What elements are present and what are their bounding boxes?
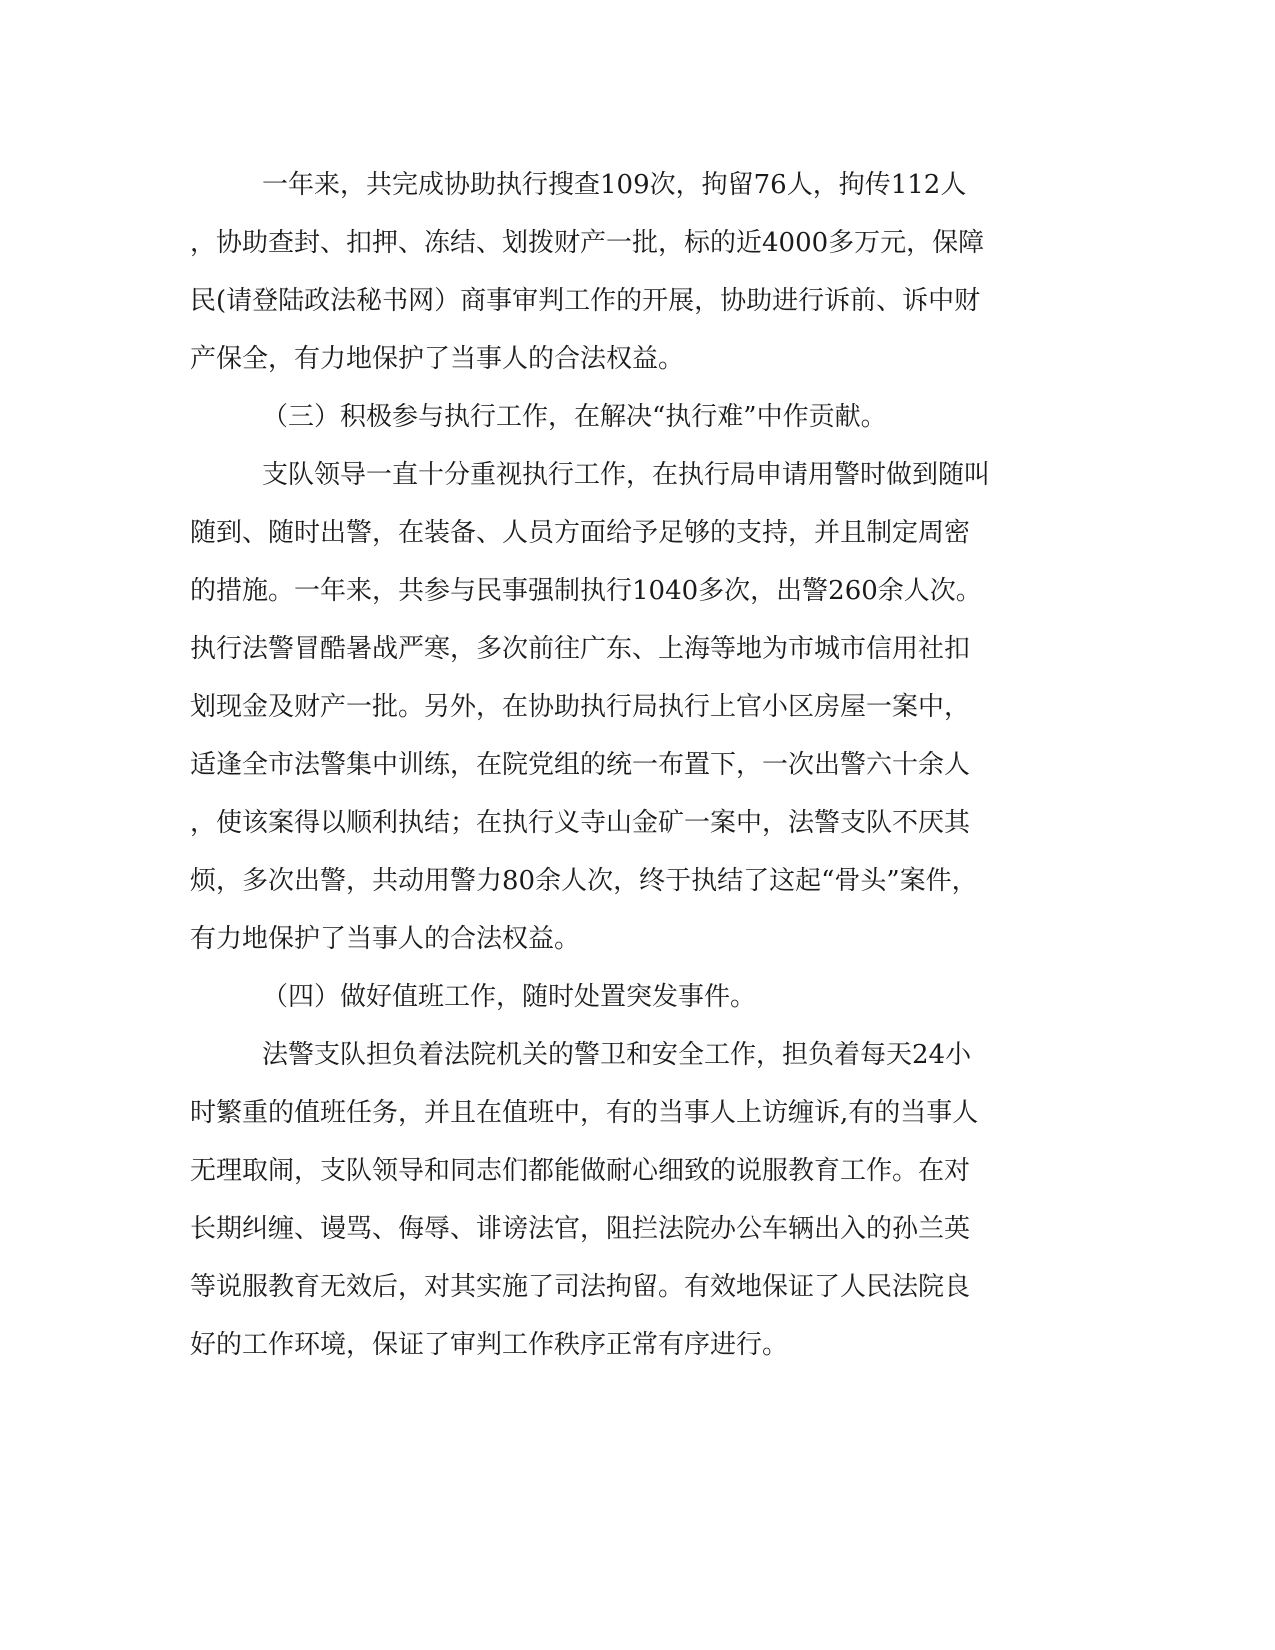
section-heading: （三）积极参与执行工作，在解决“执行难”中作贡献。 — [262, 402, 887, 432]
section-heading: （四）做好值班工作，随时处置突发事件。 — [262, 982, 757, 1012]
paragraph-line: 产保全，有力地保护了当事人的合法权益。 — [190, 344, 685, 374]
paragraph-line: 时繁重的值班任务，并且在值班中，有的当事人上访缠诉,有的当事人 — [190, 1098, 979, 1128]
paragraph-line: 划现金及财产一批。另外，在协助执行局执行上官小区房屋一案中， — [190, 692, 971, 722]
paragraph-line: 烦，多次出警，共动用警力80余人次，终于执结了这起“骨头”案件， — [190, 866, 978, 896]
paragraph-line: 好的工作环境，保证了审判工作秩序正常有序进行。 — [190, 1330, 789, 1360]
paragraph-line: ，协助查封、扣押、冻结、划拨财产一批，标的近4000多万元，保障 — [190, 228, 985, 258]
paragraph-line: 的措施。一年来，共参与民事强制执行1040多次，出警260余人次。 — [190, 576, 982, 606]
paragraph-line: 随到、随时出警，在装备、人员方面给予足够的支持，并且制定周密 — [190, 518, 971, 548]
paragraph-line: 支队领导一直十分重视执行工作，在执行局申请用警时做到随叫 — [262, 460, 991, 490]
paragraph-line: 等说服教育无效后，对其实施了司法拘留。有效地保证了人民法院良 — [190, 1272, 971, 1302]
paragraph-line: 有力地保护了当事人的合法权益。 — [190, 924, 581, 954]
paragraph-line: 一年来，共完成协助执行搜查109次，拘留76人，拘传112人 — [262, 170, 967, 200]
paragraph-line: 无理取闹，支队领导和同志们都能做耐心细致的说服教育工作。在对 — [190, 1156, 971, 1186]
paragraph-line: 适逢全市法警集中训练，在院党组的统一布置下，一次出警六十余人 — [190, 750, 971, 780]
paragraph-line: 执行法警冒酷暑战严寒，多次前往广东、上海等地为市城市信用社扣 — [190, 634, 971, 664]
paragraph-line: ，使该案得以顺利执结；在执行义寺山金矿一案中，法警支队不厌其 — [190, 808, 971, 838]
paragraph-line: 民(请登陆政法秘书网）商事审判工作的开展，协助进行诉前、诉中财 — [190, 286, 981, 316]
paragraph-line: 长期纠缠、谩骂、侮辱、诽谤法官，阻拦法院办公车辆出入的孙兰英 — [190, 1214, 971, 1244]
paragraph-line: 法警支队担负着法院机关的警卫和安全工作，担负着每天24小 — [262, 1040, 972, 1070]
